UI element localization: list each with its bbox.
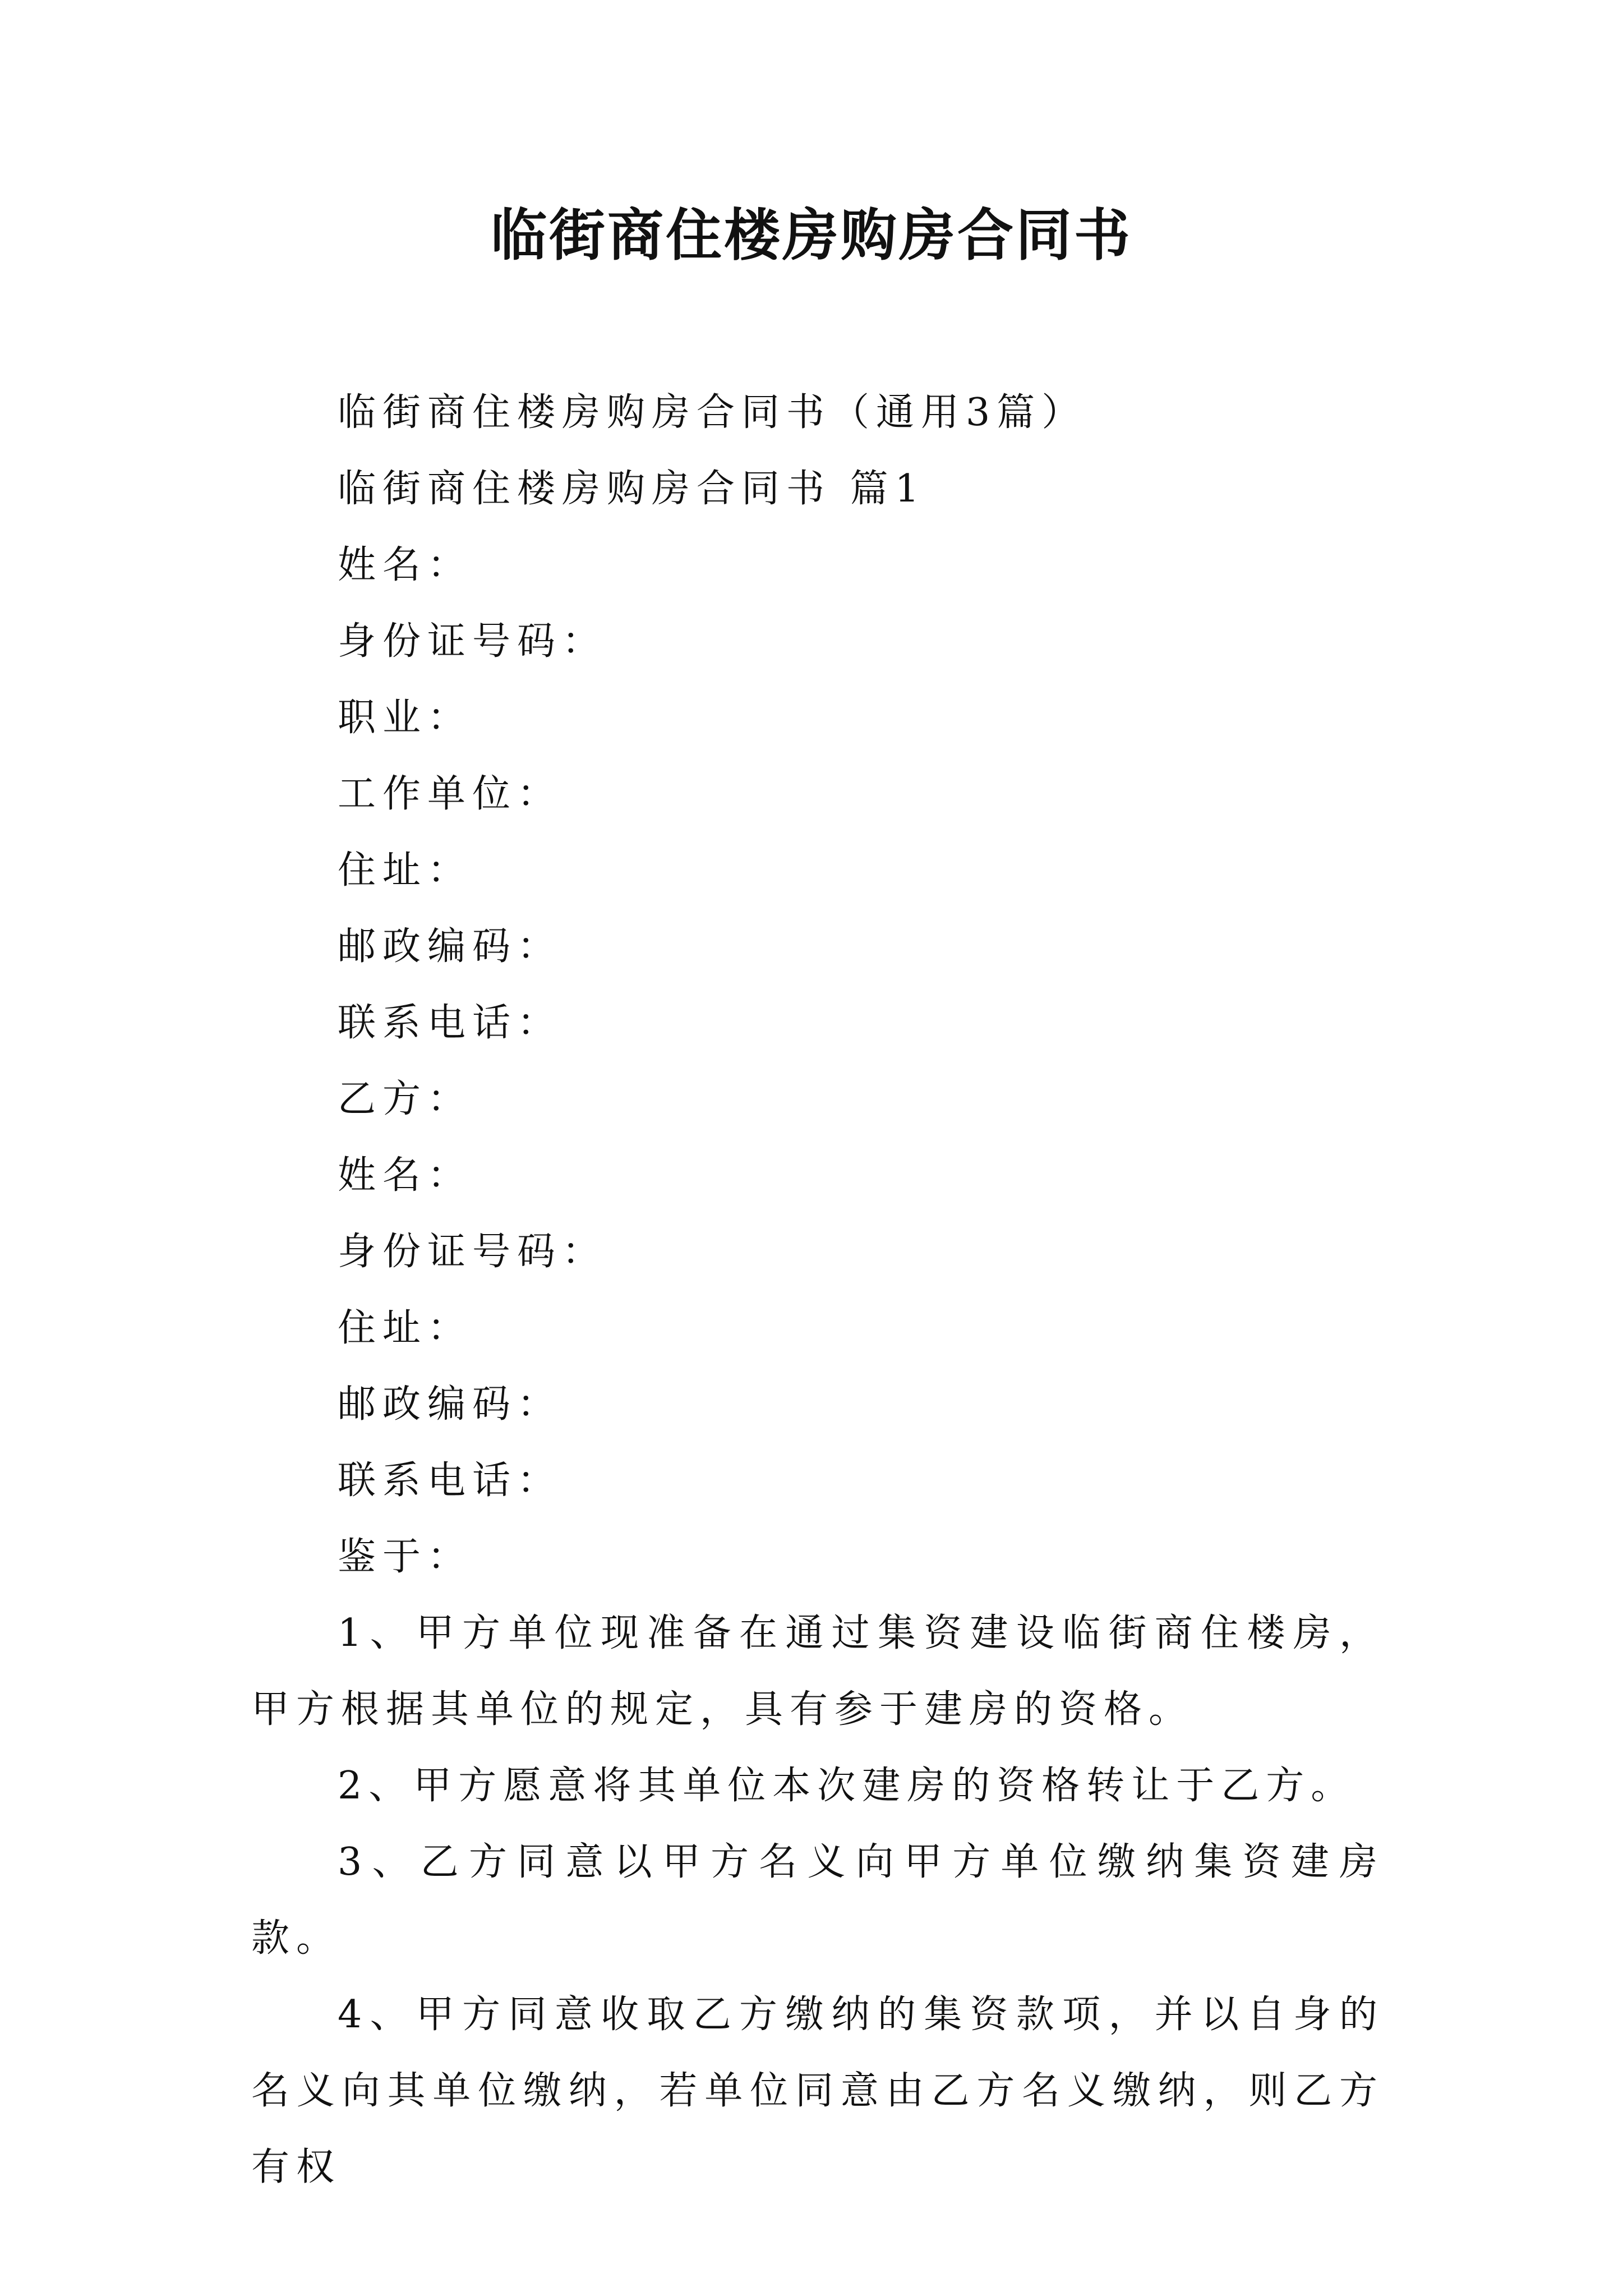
document-body: [251, 375, 1384, 2206]
field-id-number: 身份证号码：: [338, 1230, 607, 1274]
field-postal-code: 邮政编码：: [338, 1382, 562, 1427]
field-postal-code: 邮政编码：: [338, 924, 562, 969]
field-workplace: 工作单位：: [338, 772, 562, 816]
field-phone: 联系电话：: [338, 1001, 562, 1045]
whereas-label: 鉴于：: [338, 1535, 473, 1579]
field-address: 住址：: [338, 848, 473, 892]
section-heading: 临街商住楼房购房合同书 篇1: [338, 467, 926, 511]
field-id-number: 身份证号码：: [338, 619, 607, 664]
clause-4: 4、甲方同意收取乙方缴纳的集资款项，并以自身的名义向其单位缴纳，若单位同意由乙方名义缴纳，则乙方有权: [251, 1993, 1384, 2189]
field-name: 姓名：: [338, 1153, 473, 1198]
document-title: 临街商住楼房购房合同书: [491, 203, 1132, 268]
field-occupation: 职业：: [338, 696, 473, 740]
field-phone: 联系电话：: [338, 1458, 562, 1503]
field-name: 姓名：: [338, 543, 473, 587]
clause-3: 3、乙方同意以甲方名义向甲方单位缴纳集资建房款。: [251, 1840, 1384, 1961]
clause-2: 2、甲方愿意将其单位本次建房的资格转让于乙方。: [338, 1764, 1356, 1808]
party-b-label: 乙方：: [338, 1077, 473, 1121]
field-address: 住址：: [338, 1306, 473, 1350]
clause-1: 1、甲方单位现准备在通过集资建设临街商住楼房，甲方根据其单位的规定，具有参于建房的资格。: [251, 1611, 1384, 1732]
subtitle-line: 临街商住楼房购房合同书（通用3篇）: [338, 390, 1087, 435]
